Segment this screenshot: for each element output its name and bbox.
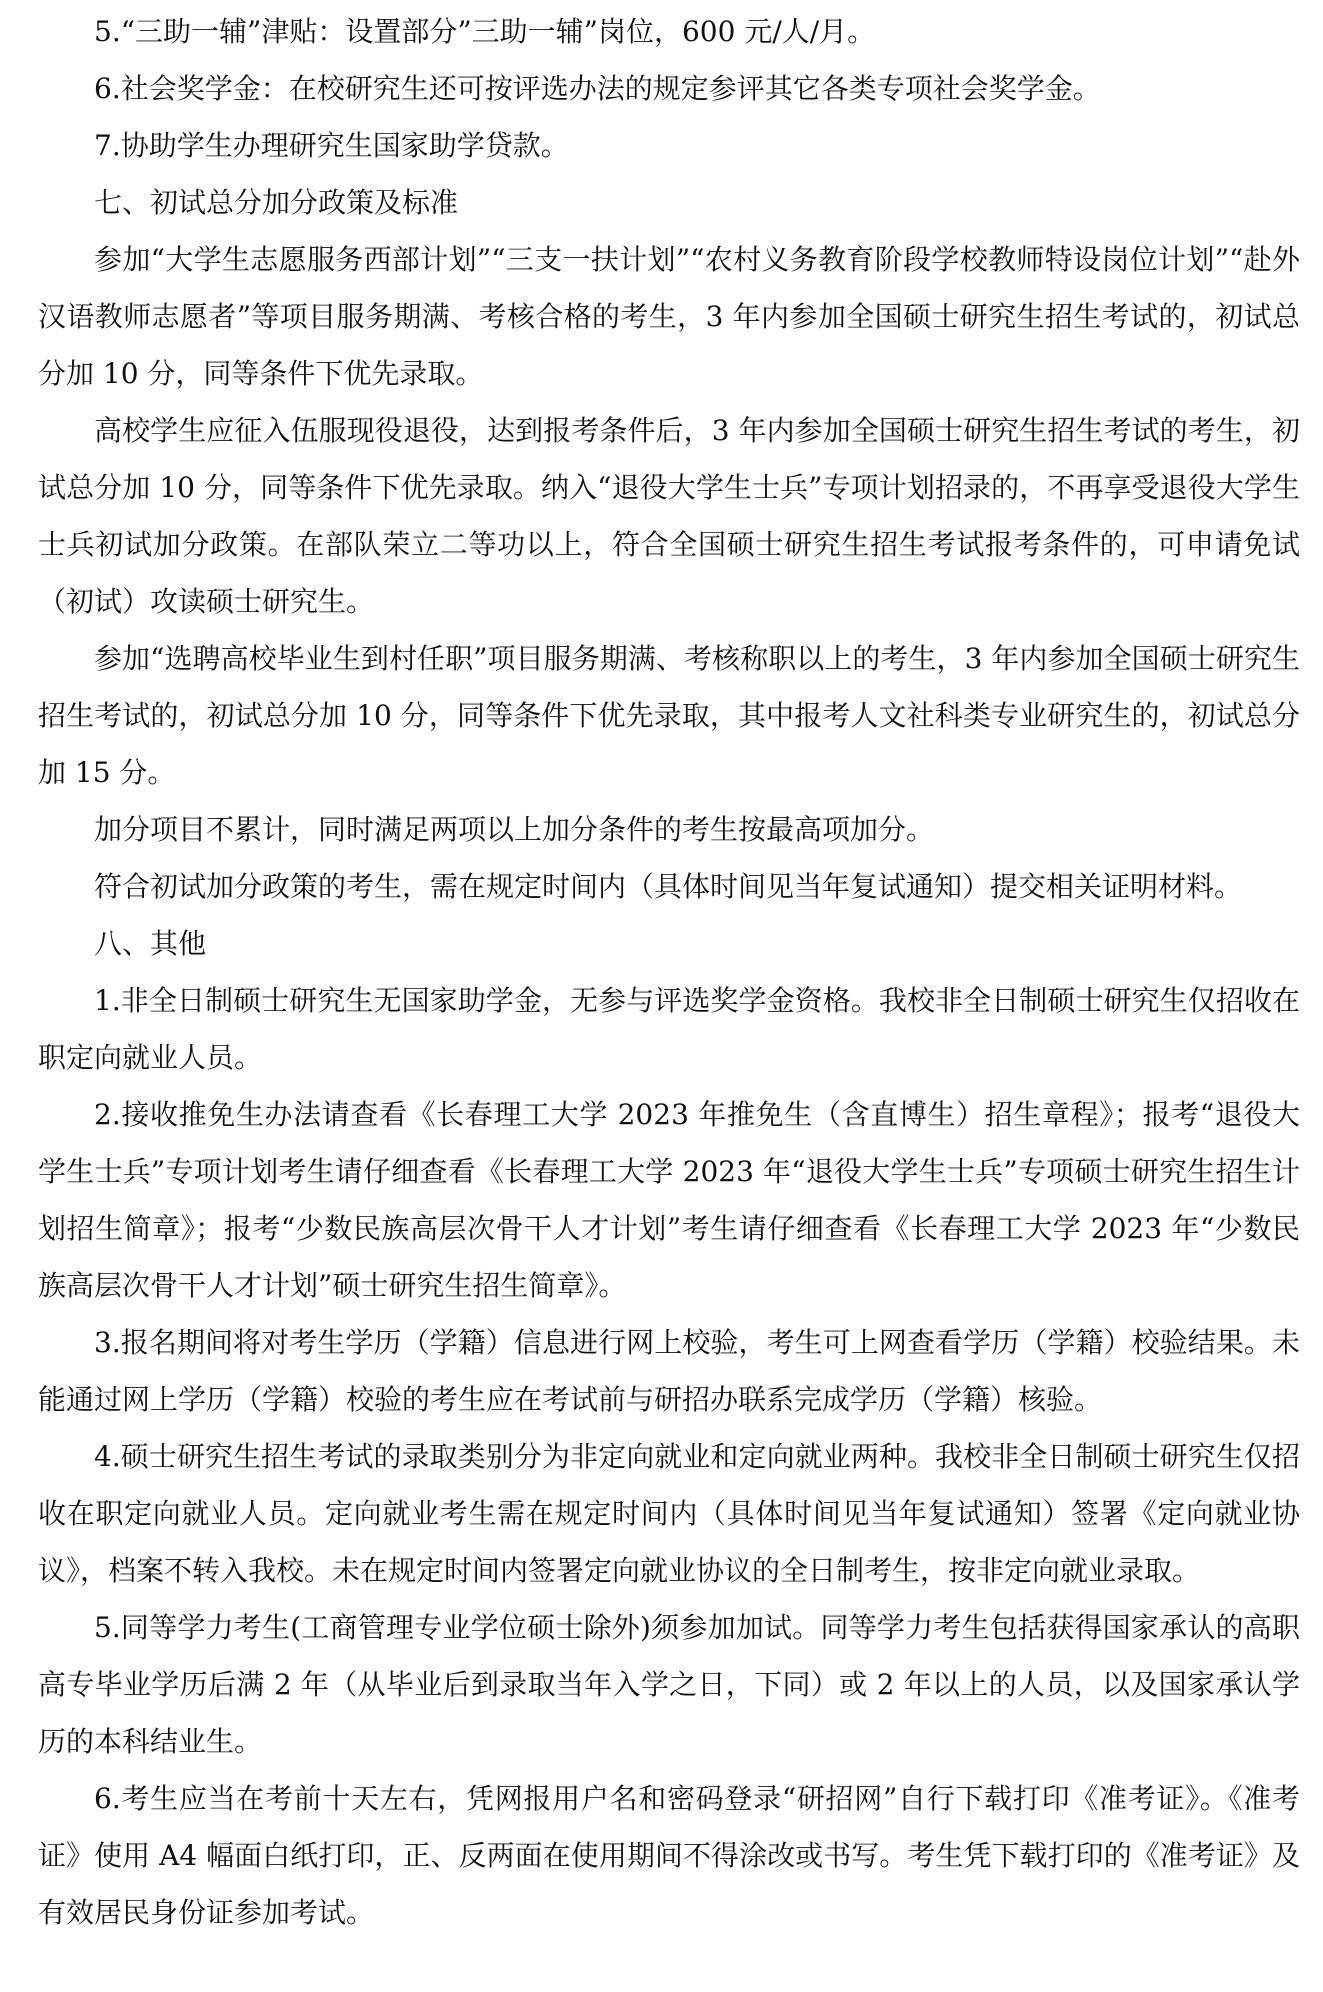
item-7-student-loan: 7.协助学生办理研究生国家助学贷款。 (94, 129, 569, 162)
other-item-5-equivalent-education: 5.同等学力考生(工商管理专业学位硕士除外)须参加加试。同等学力考生包括获得国家承认的高职高专毕业学历后满 2 年（从毕业后到录取当年入学之日，下同）或 2 年以上的人员，以及国家承认学历的本科结业生。 (38, 1611, 1300, 1758)
other-item-4-admission-types: 4.硕士研究生招生考试的录取类别分为非定向就业和定向就业两种。我校非全日制硕士研究生仅招收在职定向就业人员。定向就业考生需在规定时间内（具体时间见当年复试通知）签署《定向就业协议》，档案不转入我校。未在规定时间内签署定向就业协议的全日制考生，按非定向就业录取。 (38, 1440, 1300, 1587)
bonus-volunteer-programs: 参加“大学生志愿服务西部计划”“三支一扶计划”“农村义务教育阶段学校教师特设岗位计划”“赴外汉语教师志愿者”等项目服务期满、考核合格的考生，3 年内参加全国硕士研究生招生考试的，初试总分加 10 分，同等条件下优先录取。 (38, 243, 1300, 390)
bonus-non-cumulative: 加分项目不累计，同时满足两项以上加分条件的考生按最高项加分。 (94, 813, 935, 846)
other-item-6-admission-ticket: 6.考生应当在考前十天左右，凭网报用户名和密码登录“研招网”自行下载打印《准考证》。《准考证》使用 A4 幅面白纸打印，正、反两面在使用期间不得涂改或书写。考生凭下载打印的《准考证》及有效居民身份证参加考试。 (38, 1782, 1300, 1929)
bonus-veteran-students: 高校学生应征入伍服现役退役，达到报考条件后，3 年内参加全国硕士研究生招生考试的考生，初试总分加 10 分，同等条件下优先录取。纳入“退役大学生士兵”专项计划招录的，不再享受退役大学生士兵初试加分政策。在部队荣立二等功以上，符合全国硕士研究生招生考试报考条件的，可申请免试（初试）攻读硕士研究生。 (38, 414, 1300, 618)
item-5-assistantship-allowance: 5.“三助一辅”津贴：设置部分”三助一辅”岗位，600 元/人/月。 (94, 15, 876, 48)
section-7-heading: 七、初试总分加分政策及标准 (94, 186, 459, 219)
item-6-social-scholarship: 6.社会奖学金：在校研究生还可按评选办法的规定参评其它各类专项社会奖学金。 (94, 72, 1101, 105)
bonus-village-officials: 参加“选聘高校毕业生到村任职”项目服务期满、考核称职以上的考生，3 年内参加全国硕士研究生招生考试的，初试总分加 10 分，同等条件下优先录取，其中报考人文社科类专业研究生的，初试总分加 15 分。 (38, 642, 1300, 789)
other-item-2-exempt-students: 2.接收推免生办法请查看《长春理工大学 2023 年推免生（含直博生）招生章程》；报考“退役大学生士兵”专项计划考生请仔细查看《长春理工大学 2023 年“退役大学生士兵”专项硕士研究生招生计划招生简章》；报考“少数民族高层次骨干人才计划”考生请仔细查看《长春理工大学 2023 年“少数民族高层次骨干人才计划”硕士研究生招生简章》。 (38, 1098, 1300, 1302)
section-8-heading: 八、其他 (94, 927, 207, 960)
bonus-proof-materials: 符合初试加分政策的考生，需在规定时间内（具体时间见当年复试通知）提交相关证明材料。 (94, 870, 1243, 903)
document-page (38, 0, 1300, 1941)
other-item-1-part-time: 1.非全日制硕士研究生无国家助学金，无参与评选奖学金资格。我校非全日制硕士研究生仅招收在职定向就业人员。 (38, 984, 1300, 1074)
other-item-3-credential-check: 3.报名期间将对考生学历（学籍）信息进行网上校验，考生可上网查看学历（学籍）校验结果。未能通过网上学历（学籍）校验的考生应在考试前与研招办联系完成学历（学籍）核验。 (38, 1326, 1300, 1416)
